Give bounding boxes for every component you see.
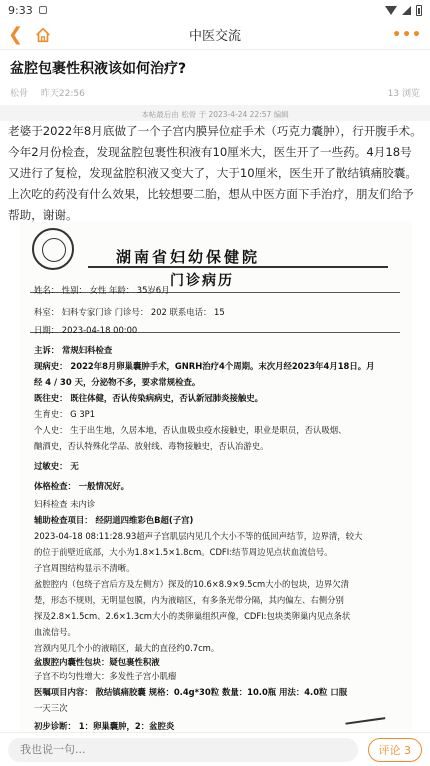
notification-icon	[39, 6, 47, 14]
status-left	[8, 4, 47, 17]
divider	[0, 105, 430, 121]
record-line: 体格检查： 一般情况好。	[34, 481, 130, 491]
back-icon[interactable]: ❮	[8, 24, 24, 45]
record-line: 探及2.8×1.5cm、2.6×1.3cm大小的类卵巢组织声像，CDFI:包块类卵巢内见点条状	[34, 611, 351, 621]
more-icon[interactable]: •••	[392, 26, 422, 43]
record-header-line	[88, 266, 388, 268]
record-line: 子宫不均匀性增大：多发性子宫小肌瘤	[34, 671, 177, 681]
post-views: 13 浏览	[387, 89, 420, 99]
record-line: 子宫周围结构显示不清晰。	[34, 563, 135, 573]
record-line: 生育史： G 3P1	[34, 409, 96, 419]
record-line: 酗酒史，否认特殊化学品、放射线、毒物接触史，否认冶游史。	[34, 441, 269, 451]
record-line: 经 4 / 30 天，分泌物不多，要求常规检查。	[34, 377, 201, 387]
comment-input[interactable]	[8, 738, 358, 762]
record-line: 一天三次	[34, 703, 68, 713]
record-line: 辅助检查项目： 经阴道四维彩色B超(子宫)	[34, 515, 194, 525]
post-meta-left	[10, 86, 95, 99]
record-title: 门诊病历	[170, 273, 234, 289]
hospital-logo-icon	[32, 228, 74, 270]
home-icon[interactable]	[34, 26, 52, 44]
status-time: 9:33	[8, 3, 33, 17]
post-meta	[10, 86, 420, 99]
status-right	[385, 5, 422, 16]
post-body: 老婆于2022年8月底做了一个子宫内膜异位症手术（巧克力囊肿），行开腹手术。今年2月份检查，发现盆腔包裹性积液有10厘米大，医生开了一些药。4月18号又进行了复检，发现盆腔积液又变大了，大于10厘米，医生开了散结镇痛胶囊。上次吃的药没有什么效果，比较想要二胎，想从中医方面下手治疗，朋友们给予帮助，谢谢。	[8, 124, 422, 222]
record-line: 主诉： 常规妇科检查	[34, 345, 113, 355]
record-line: 过敏史： 无	[34, 461, 79, 471]
record-line: 盆腹腔内囊性包块：疑包裹性积液	[34, 657, 160, 667]
record-line: 姓名： 性别： 女性 年龄： 35岁6月	[34, 285, 170, 295]
record-line: 医嘱项目内容： 散结镇痛胶囊 规格：0.4g*30粒 数量：10.0瓶 用法：4.0粒 口服	[34, 687, 348, 697]
edit-note: 本帖最后由 松骨 于 2023-4-24 22:57 编辑	[141, 110, 289, 119]
post-time: 昨天22:56	[40, 89, 85, 99]
record-line: 现病史： 2022年8月卵巢囊肿手术，GNRH治疗4个周期。末次月经2023年4月18日。月	[34, 361, 375, 371]
medical-record-image[interactable]	[20, 222, 412, 732]
record-line: 妇科检查 未内诊	[34, 499, 96, 509]
record-hospital-name: 湖南省妇幼保健院	[116, 248, 261, 266]
record-line: 既往史： 既往体健，否认传染病病史，否认新冠肺炎接触史。	[34, 393, 264, 403]
comment-button[interactable]: 评论 3	[368, 738, 423, 762]
record-line: 初步诊断： 1：卵巢囊肿，2：盆腔炎	[34, 721, 175, 731]
record-line: 科室： 妇科专家门诊 门诊号： 202 联系电话： 15	[34, 307, 225, 317]
post-author[interactable]: 松骨	[10, 89, 29, 99]
record-line: 2023-04-18 08:11:28.93超声子宫肌层内见几个大小不等的低回声结节，边界清，较大	[34, 531, 363, 541]
record-line: 日期： 2023-04-18 00:00	[34, 325, 138, 335]
wifi-icon	[385, 6, 397, 15]
status-bar	[0, 0, 430, 20]
nav-bar	[0, 20, 430, 50]
signal-icon	[402, 6, 411, 15]
post-header	[0, 50, 430, 105]
record-line: 个人史： 生于出生地，久居本地，否认血吸虫疫水接触史，职业是职员，否认吸烟、	[34, 425, 347, 435]
bottom-bar	[0, 732, 430, 766]
post-title: 盆腔包裹性积液该如何治疗?	[10, 61, 187, 77]
record-line: 楚，形态不规则，无明显包膜，内为液暗区，有多条光带分隔，其内偏左、右侧分别	[34, 595, 344, 605]
record-line: 血流信号。	[34, 627, 76, 637]
page-title: 中医交流	[188, 29, 241, 44]
record-line: 盆腔腔内（包绕子宫后方及左侧方）探及的10.6×8.9×9.5cm大小的包块，边界欠清	[34, 579, 349, 589]
record-line: 的位于前壁近底部，大小为1.8×1.5×1.8cm。CDFI:结节周边见点状血流信号。	[34, 547, 333, 557]
signature-icon	[343, 697, 386, 724]
record-line: 宫颈内见几个小的液暗区，最大的直径约0.7cm。	[34, 643, 220, 653]
battery-icon	[416, 5, 422, 16]
